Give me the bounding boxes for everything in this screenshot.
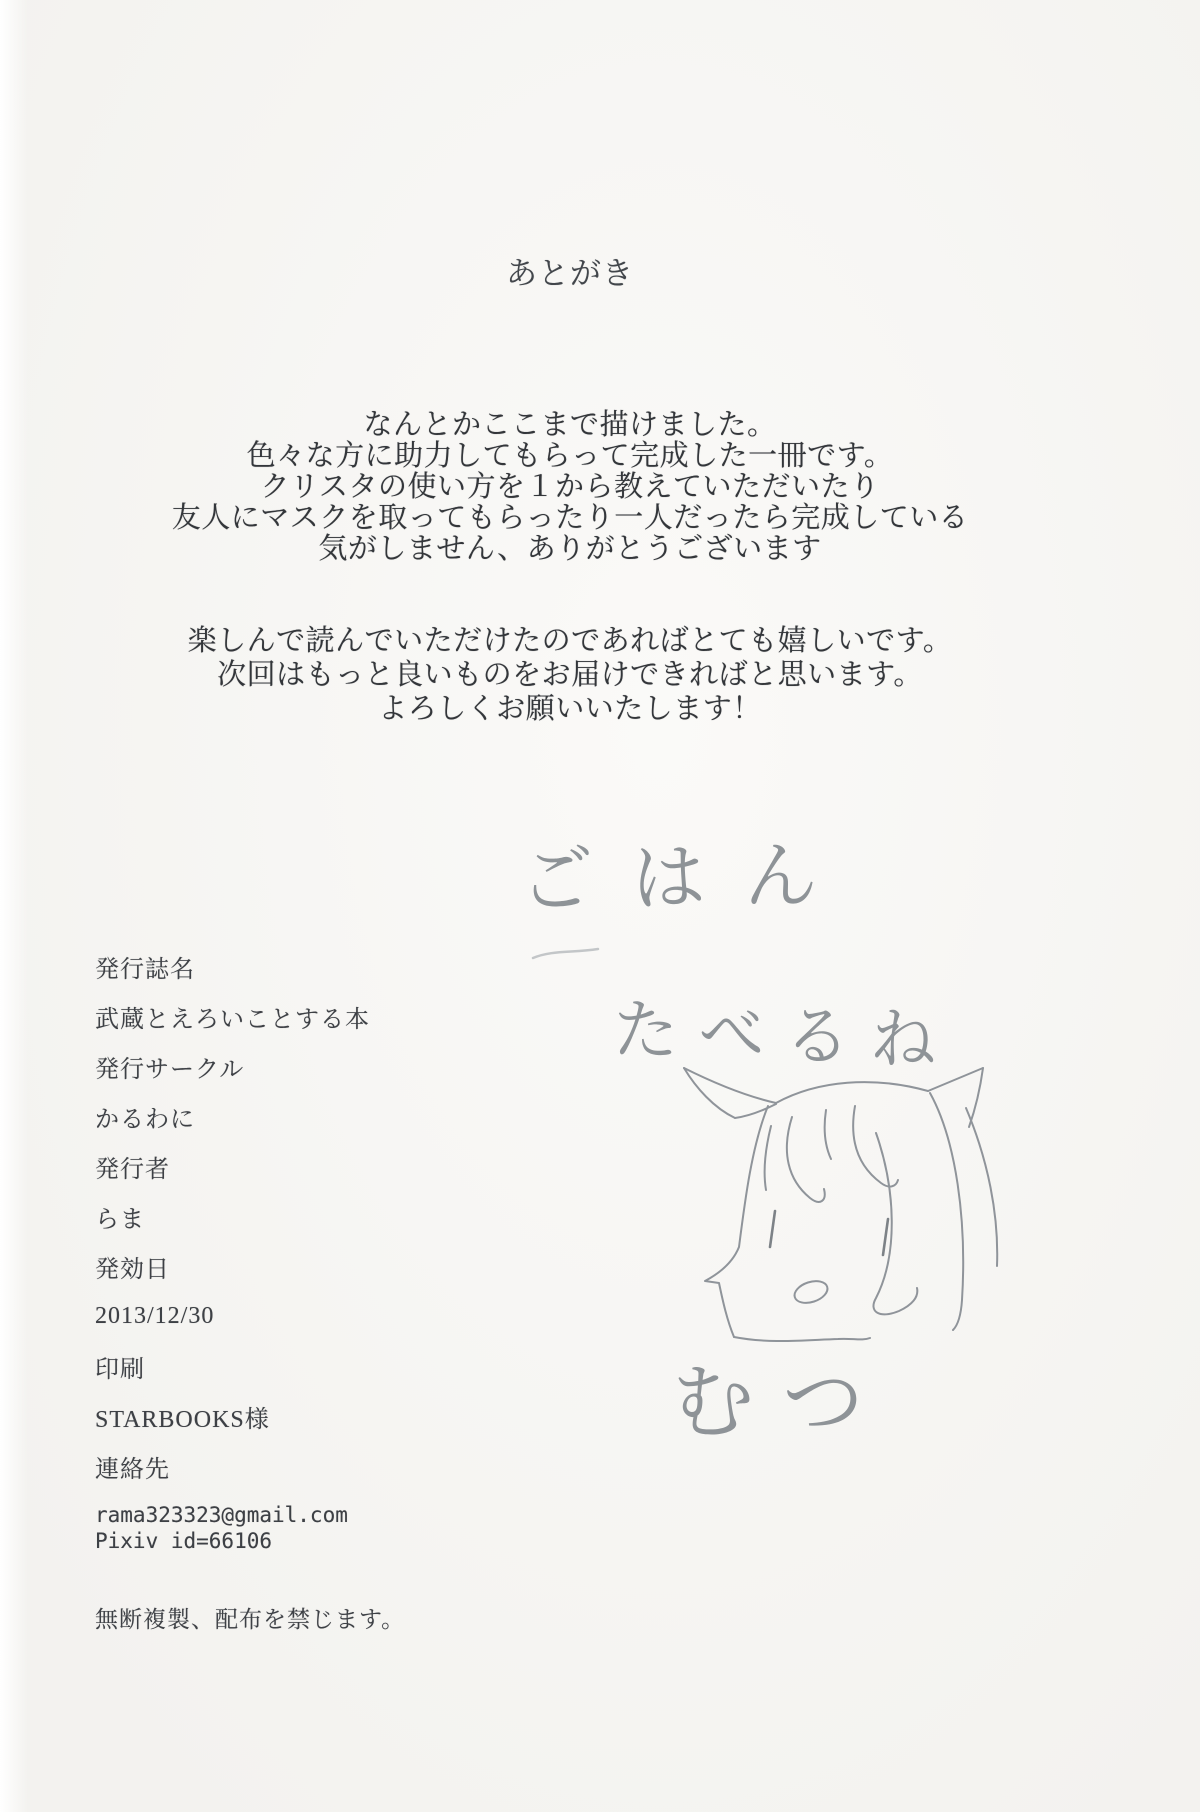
paragraph-line: 色々な方に助力してもらって完成した一冊です。 [246, 440, 894, 472]
paragraph-line: 次回はもっと良いものをお届けできればと思います。 [217, 659, 923, 691]
copyright-notice: 無断複製、配布を禁じます。 [95, 1607, 406, 1632]
colophon-label-contact: 連絡先 [95, 1456, 170, 1483]
sketch-chin [734, 1337, 870, 1341]
paragraph-line: よろしくお願いいたします！ [378, 693, 762, 725]
paragraph-line: 友人にマスクを取ってもらったり一人だったら完成している [171, 502, 969, 534]
sketch-bangs [853, 1106, 898, 1187]
colophon-value-printer: STARBOOKS様 [95, 1406, 270, 1433]
contact-pixiv-id: Pixiv id=66106 [95, 1529, 273, 1553]
sketch-bangs [765, 1126, 771, 1190]
sketch-left-eye [770, 1211, 775, 1247]
sketch-left-horn [735, 1104, 776, 1118]
paragraph-line: なんとかここまで描けました。 [363, 409, 777, 441]
colophon-value-publication: 武蔵とえろいことする本 [95, 1006, 370, 1033]
colophon-value-publisher: らま [95, 1206, 145, 1233]
paragraph-line: 気がしません、ありがとうございます [318, 533, 822, 565]
paragraph-line: 楽しんで読んでいただけたのであればとても嬉しいです。 [187, 625, 953, 657]
sketch-bangs [787, 1117, 825, 1202]
handwritten-signature: むつ [672, 1357, 893, 1448]
handwritten-note-line2: たべるね [611, 994, 958, 1079]
sketch-mouth [792, 1277, 831, 1307]
handwritten-note-line1: ごはん [518, 835, 857, 923]
sketch-right-eye [883, 1219, 888, 1255]
sketch-bangs [825, 1110, 831, 1159]
colophon-value-circle: かるわに [95, 1106, 195, 1133]
colophon-label-publisher: 発行者 [95, 1156, 170, 1183]
sketch-hair-right [930, 1093, 963, 1330]
sketch-left-horn [684, 1068, 776, 1103]
sketch-headband [776, 1082, 928, 1103]
chibi-face-sketch [684, 1068, 997, 1341]
sketch-hair-left [705, 1106, 768, 1337]
contact-email: rama323323@gmail.com [95, 1503, 348, 1527]
sketch-hair-curl [873, 1133, 917, 1314]
colophon-label-publication: 発行誌名 [95, 956, 195, 983]
paragraph-line: クリスタの使い方を１から教えていただいたり [260, 471, 880, 503]
colophon-value-date: 2013/12/30 [95, 1302, 215, 1329]
sketch-smudge [533, 949, 598, 958]
sketch-hair-strand [966, 1108, 997, 1266]
colophon-label-date: 発効日 [95, 1256, 170, 1283]
colophon-label-printer: 印刷 [95, 1356, 145, 1383]
sketch-left-horn [684, 1068, 735, 1118]
page-title: あとがき [506, 256, 634, 291]
colophon-label-circle: 発行サークル [95, 1056, 245, 1083]
